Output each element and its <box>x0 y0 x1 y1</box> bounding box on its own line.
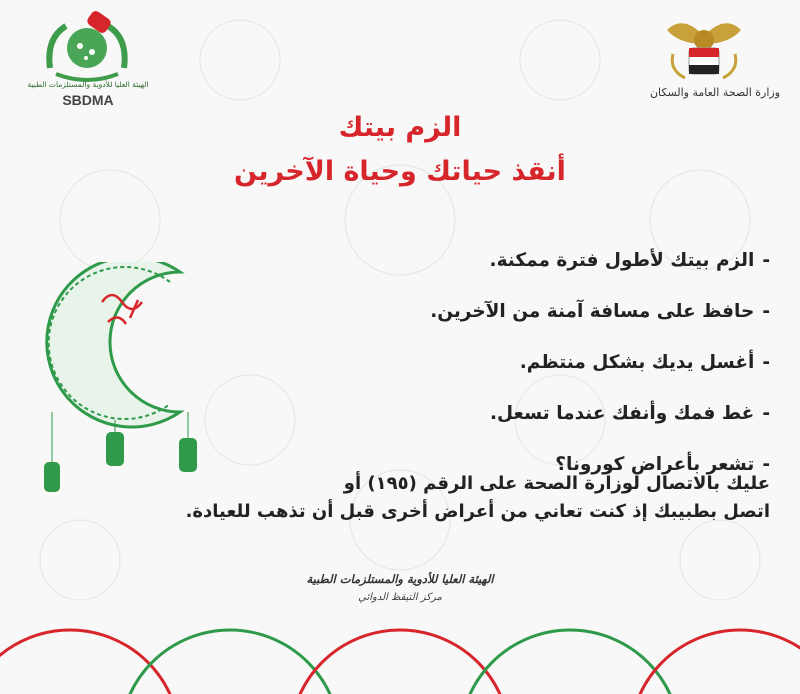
headline-save-lives: أنقذ حياتك وحياة الآخرين <box>234 156 566 187</box>
footer-org-name: الهيئة العليا للأدوية والمستلزمات الطبية <box>306 572 494 586</box>
list-item: -أغسل يديك بشكل منتظم. <box>519 352 770 373</box>
crescent-lanterns-icon <box>30 262 210 502</box>
advice-line-2: اتصل بطبيبك إذ كنت تعاني من أعراض أخرى قبل أن تذهب للعيادة. <box>185 501 770 522</box>
list-item: -تشعر بأعراض كورونا؟ <box>555 454 770 475</box>
ministry-emblem-icon <box>663 10 745 84</box>
ministry-name: وزارة الصحة العامة والسكان <box>649 86 781 99</box>
advice-line-1: عليك بالاتصال لوزارة الصحة على الرقم (١٩٥) أو <box>343 473 770 494</box>
tips-list <box>190 244 770 499</box>
list-item: -غط فمك وأنفك عندما تسعل. <box>490 403 770 424</box>
list-item: -حافظ على مسافة آمنة من الآخرين. <box>430 301 770 322</box>
list-item: -الزم بيتك لأطول فترة ممكنة. <box>489 250 770 271</box>
sbdma-logo-icon <box>40 8 134 84</box>
decorative-arcs <box>0 590 800 694</box>
advice-text <box>50 470 770 526</box>
footer-sub-name: مركز التيقظ الدوائي <box>358 592 442 603</box>
sbdma-latin-name: SBDMA <box>62 92 114 108</box>
headline-stay-home: الزم بيتك <box>338 112 462 143</box>
sbdma-arabic-name: الهيئة العليا للأدوية والمستلزمات الطبية <box>27 80 149 89</box>
